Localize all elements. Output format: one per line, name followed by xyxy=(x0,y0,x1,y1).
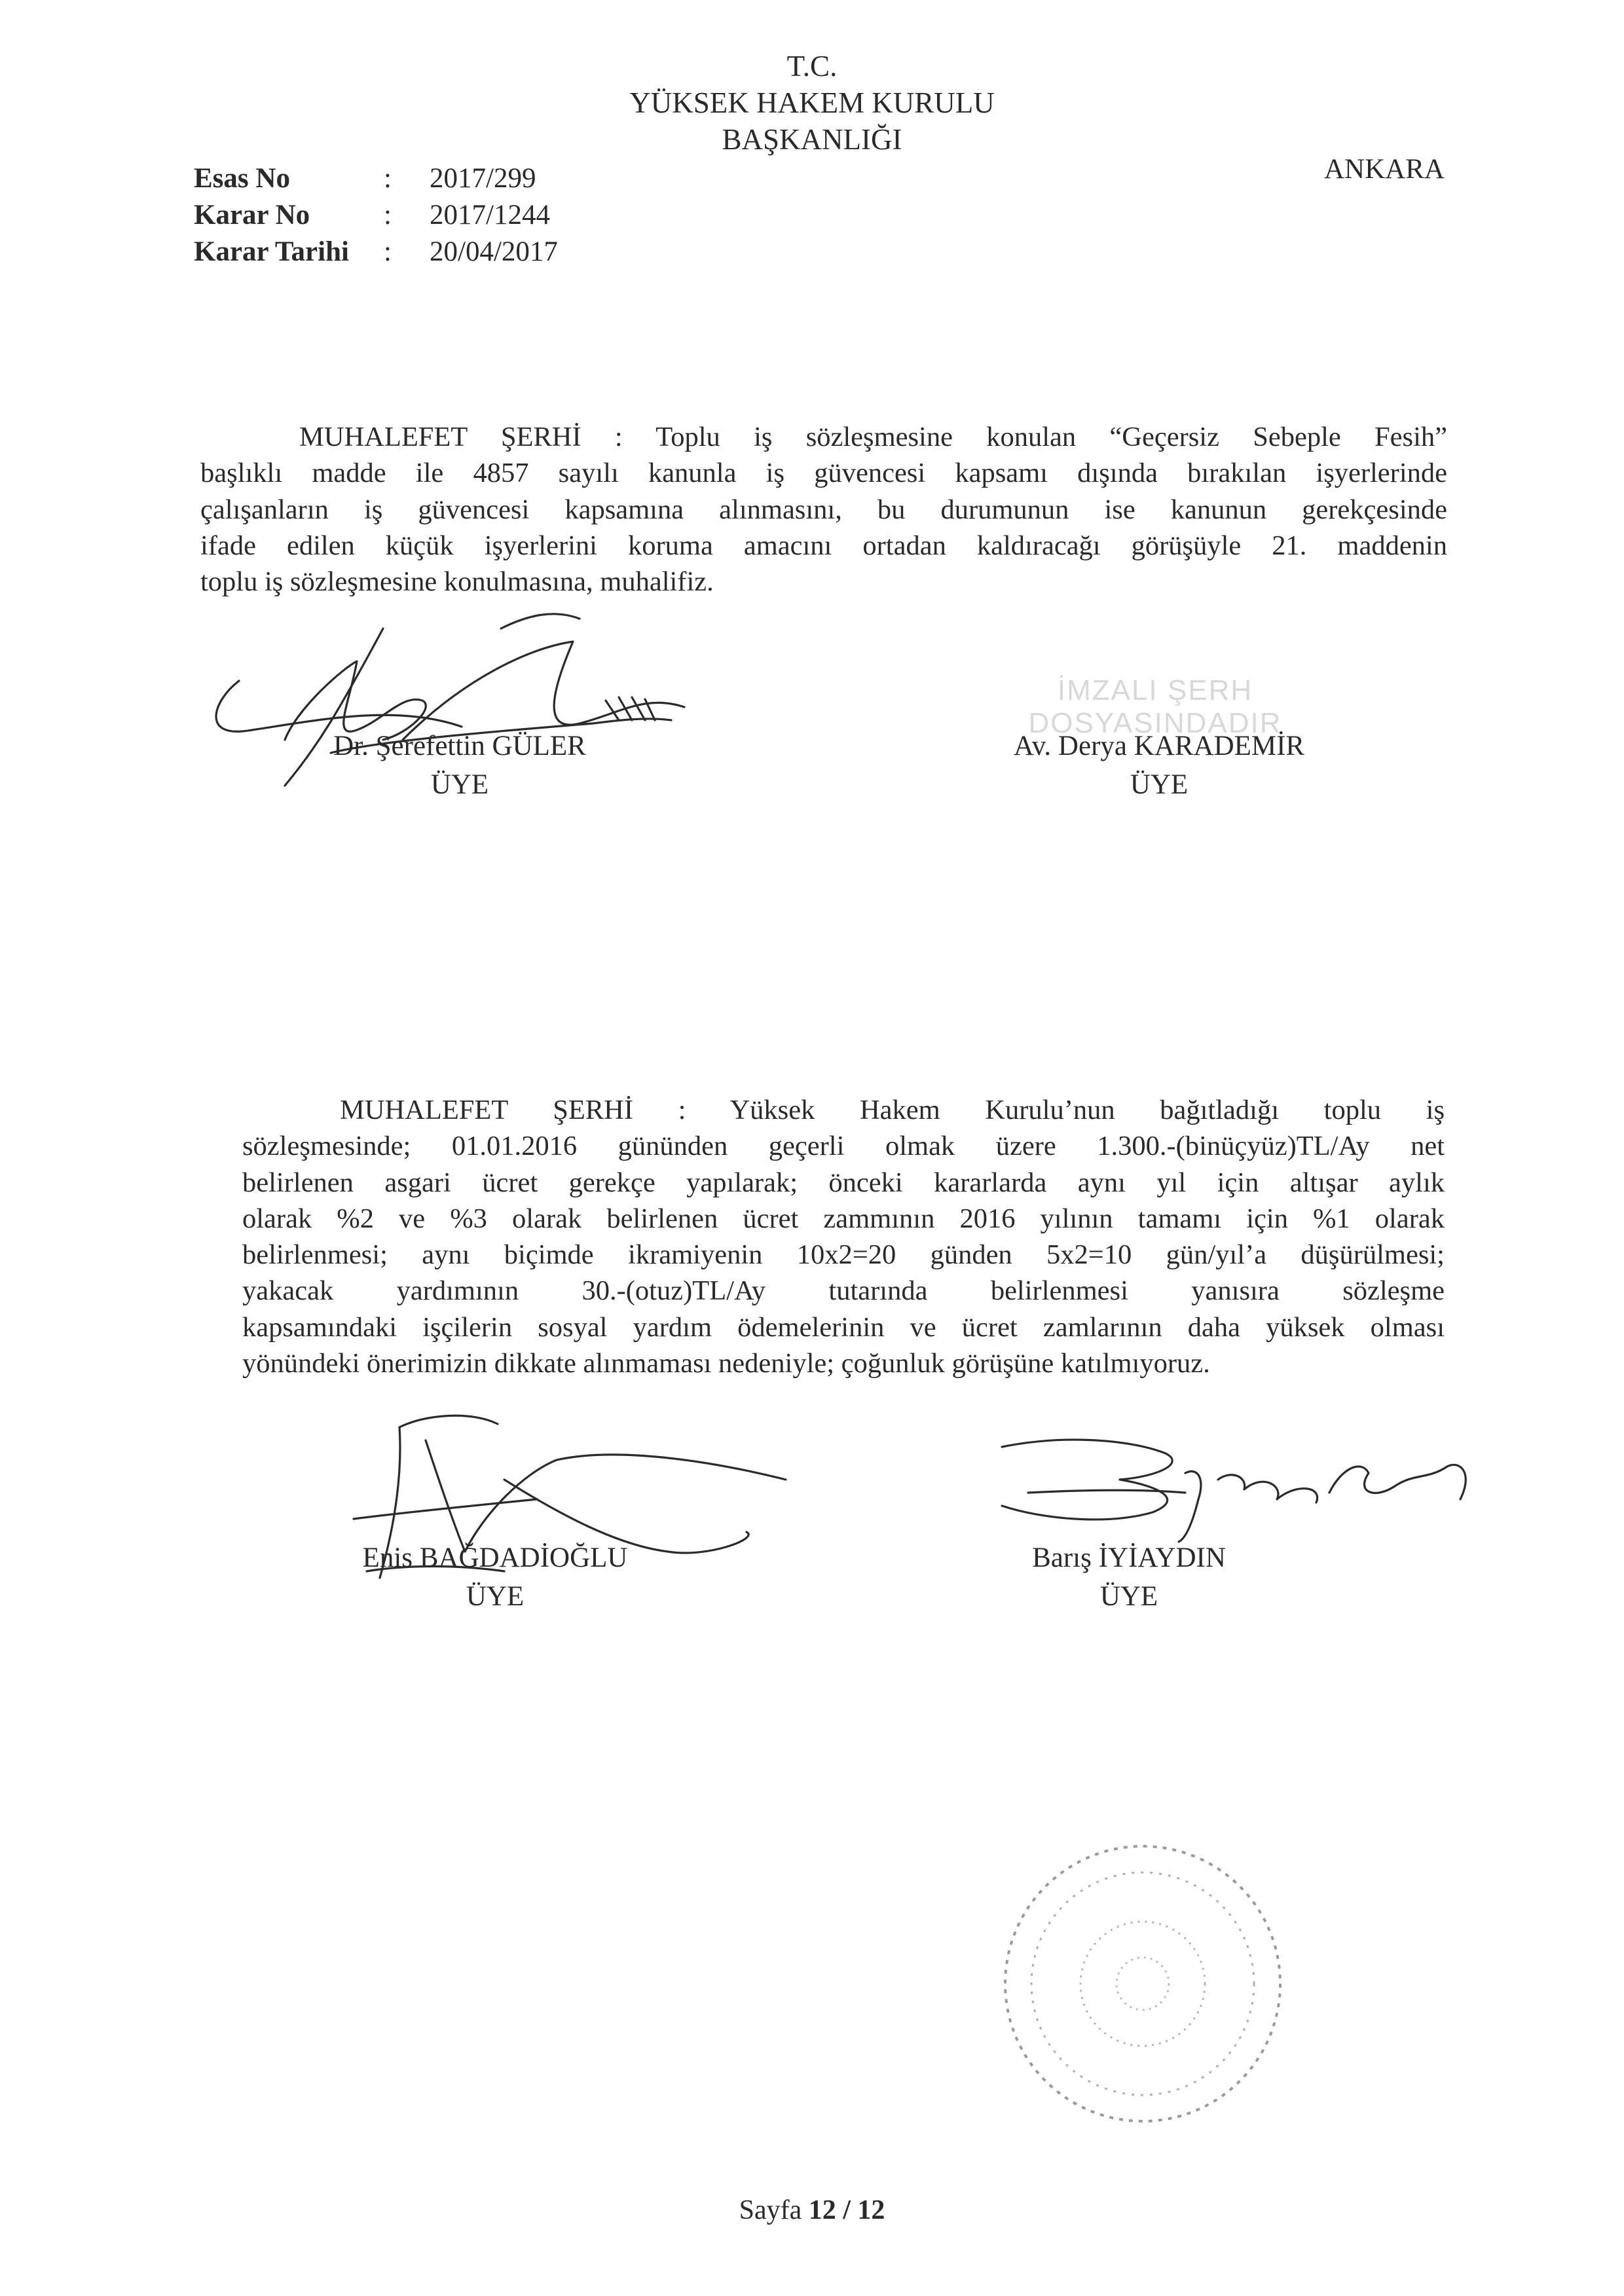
meta-value: 20/04/2017 xyxy=(430,236,558,267)
signatory-role: ÜYE xyxy=(466,1581,525,1612)
meta-label: Karar No xyxy=(194,200,310,230)
header-city: ANKARA xyxy=(1324,154,1445,185)
paragraph-line: sözleşmesinde; 01.01.2016 gününden geçerli olmak üzere 1.300.-(binüçyüz)TL/Ay net xyxy=(242,1131,1445,1162)
signature-bagdadioglu xyxy=(318,1539,672,1616)
paragraph-line: MUHALEFET ŞERHİ : Yüksek Hakem Kurulu’nun bağıtladığı toplu iş xyxy=(340,1095,1445,1125)
page-label: Sayfa xyxy=(739,2195,809,2225)
meta-decision-date xyxy=(194,233,558,270)
signed-copy-stamp: İMZALI ŞERH DOSYASINDADIR xyxy=(1028,674,1282,739)
meta-value: 2017/1244 xyxy=(430,200,550,230)
paragraph-line: belirlenmesi; aynı biçimde ikramiyenin 10x2=20 günden 5x2=10 gün/yıl’a düşürülmesi; xyxy=(242,1239,1445,1271)
signatory-role: ÜYE xyxy=(1099,1581,1158,1612)
signatory-role: ÜYE xyxy=(1130,769,1189,800)
signature-guler xyxy=(283,727,637,804)
signatory-role: ÜYE xyxy=(430,769,489,800)
meta-colon: : xyxy=(384,236,392,267)
dissent-opinion-1 xyxy=(200,419,1447,600)
dissent-opinion-2 xyxy=(242,1092,1445,1381)
header-tc: T.C. xyxy=(786,50,838,82)
meta-value: 2017/299 xyxy=(430,163,536,194)
header-institution: YÜKSEK HAKEM KURULU xyxy=(629,86,995,119)
paragraph-line: yakacak yardımının 30.-(otuz)TL/Ay tutarında belirlenmesi yanısıra sözleşme xyxy=(242,1275,1445,1307)
paragraph-line: kapsamındaki işçilerin sosyal yardım ödemelerinin ve ücret zamlarının daha yüksek olması xyxy=(242,1311,1445,1343)
official-seal xyxy=(989,1827,1297,2141)
signatory-name: Dr. Şerefettin GÜLER xyxy=(333,731,586,761)
header-presidency: BAŞKANLIĞI xyxy=(722,123,902,156)
meta-colon: : xyxy=(384,163,392,194)
paragraph-line: MUHALEFET ŞERHİ : Toplu iş sözleşmesine konulan “Geçersiz Sebeple Fesih” xyxy=(299,422,1447,452)
paragraph-line: başlıklı madde ile 4857 sayılı kanunla iş güvencesi kapsamı dışında bırakılan işyerlerinde xyxy=(200,458,1447,489)
paragraph-line: belirlenen asgari ücret gerekçe yapılarak; önceki kararlarda aynı yıl için altışar aylık xyxy=(242,1167,1445,1198)
signatory-name: Av. Derya KARADEMİR xyxy=(1013,731,1305,761)
meta-label: Karar Tarihi xyxy=(194,236,349,267)
meta-case-no xyxy=(194,160,536,197)
paragraph-line: olarak %2 ve %3 olarak belirlenen ücret zammının 2016 yılının tamamı için %1 olarak xyxy=(242,1203,1445,1234)
signature-iyiaydin-image xyxy=(989,1427,1486,1545)
signature-iyiaydin xyxy=(952,1539,1306,1616)
paragraph-line: çalışanların iş güvencesi kapsamına alınmasını, bu durumunun ise kanunun gerekçesinde xyxy=(200,494,1447,525)
signatory-name: Barış İYİAYDIN xyxy=(1032,1542,1226,1573)
paragraph-line: yönündeki önerimizin dikkate alınmaması nedeniyle; çoğunluk görüşüne katılmıyoruz. xyxy=(242,1348,1210,1379)
signature-karademir xyxy=(956,727,1362,804)
meta-decision-no xyxy=(194,196,550,234)
paragraph-line: toplu iş sözleşmesine konulmasına, muhalifiz. xyxy=(200,566,714,598)
signatory-name: Enis BAĞDADİOĞLU xyxy=(362,1542,628,1573)
meta-label: Esas No xyxy=(194,163,290,194)
page-number xyxy=(0,2195,1624,2226)
paragraph-line: ifade edilen küçük işyerlerini koruma amacını ortadan kaldıracağı görüşüyle 21. maddenin xyxy=(200,530,1447,561)
page-count: 12 / 12 xyxy=(808,2195,885,2225)
meta-colon: : xyxy=(384,200,392,230)
